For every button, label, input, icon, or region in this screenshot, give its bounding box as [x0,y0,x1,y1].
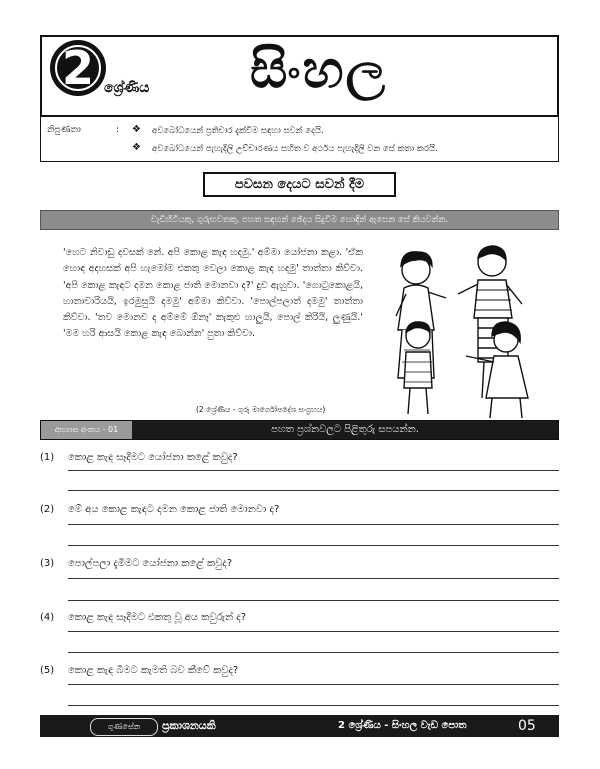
question-text: කොළ කැඳ සෑදීමට එකතු වූ අය කවුරුන් ද? [68,612,246,623]
exercise-title: පහත ප්‍රශ්නවලට පිළිතුරු සපයන්න. [271,424,419,435]
competency-colon: : [116,125,120,135]
daughter-figure [466,322,528,418]
answer-line[interactable] [68,470,559,471]
question-number: (3) [40,558,55,569]
answer-line[interactable] [68,600,559,601]
question-text: පොල්පලා දැමීමට යෝජනා කළේ කවුද? [68,558,233,569]
subject-title: සිංහල [250,40,388,100]
passage-source: (2 ශ්‍රේණිය - ගුරු මාර්ගෝපදේශ සංග්‍රහය) [196,405,326,414]
competency-item-2: අවබෝධයෙන් පැහැදිලි උච්චාරණය සහිත ව අර්ථය පැහැදිලි වන සේ කතා කරයි. [152,144,438,154]
grade-number-badge: 2 [50,40,106,96]
question-number: (4) [40,612,55,623]
question-number: (1) [40,452,55,463]
competency-label: නිපුණතා [47,125,81,135]
publisher-logo: ගුණසේන [90,718,158,736]
answer-line[interactable] [68,652,559,653]
bullet-icon: ❖ [132,142,141,153]
answer-line[interactable] [68,490,559,491]
page-number: 05 [518,718,536,734]
bullet-icon: ❖ [132,124,141,135]
question-number: (5) [40,665,55,676]
answer-line[interactable] [68,578,559,579]
son-figure [404,322,432,414]
competency-item-1: අවබෝධයෙන් ප්‍රතිචාර දැක්වීම සඳහා සවන් දෙයි. [152,126,324,136]
lesson-title: පවසන දෙයට සවන් දීම [203,172,396,197]
instruction-bar: වැඩිහිටියකු, ගුරුභවතකු, පහත සඳහන් ඡේදය සිදුවීම හොඳින් ඇසෙන සේ කියවන්න. [40,210,559,230]
passage-text: 'හෙට නිවාඩු දවසක් නේ. අපි කොළ කැඳ හදමු.' අම්මා යෝජනා කළා. 'ඒක හොඳ අදහසක් අපි හැමෝම එකතු වෙලා කොළ කැඳ හදමු' තාත්තා කිව්වා. 'අපි කොළ කැඳට දමන කොළ ජාති මොනවා ද?' දුව ඇහුවා. 'ගොටුකොළයි, හාතාවාරියයි, ඉරමුසුයි දමමු' අම්මා කිව්වා. 'පොල්පලාත් දමමු' තාත්තා කිව්වා. 'තව මොනව ද අම්මේ ඕනෑ' කැකුළු හාලුයි, පොල් කිරියි, ලුණුයි.' 'මම හරි ආසයි කොළ කැඳ බොන්න' පුතා කිව්වා. [63,247,363,340]
reading-passage [63,245,363,343]
exercise-number-tag: අභ්‍යාස අංකය - 01 [41,421,132,439]
question-number: (2) [40,504,55,515]
competency-box [40,117,559,162]
grade-label: ශ්‍රේණිය [104,80,150,96]
book-name: 2 ශ්‍රේණිය - සිංහල වැඩ පොත [338,720,467,731]
question-text: කොළ කැඳ සෑදීමට යෝජනා කළේ කවුද? [68,452,238,463]
answer-line[interactable] [68,545,559,546]
answer-line[interactable] [68,705,559,706]
answer-line[interactable] [68,524,559,525]
family-illustration [388,238,538,422]
question-text: මේ අය කොළ කැඳට දමන කොළ ජාති මොනවා ද? [68,504,280,515]
question-text: කොළ කැඳ බීමට කැමති බව කීවේ කවුද? [68,665,239,676]
answer-line[interactable] [68,684,559,685]
answer-line[interactable] [68,631,559,632]
publisher-name: ප්‍රකාශනයකි [162,719,216,732]
